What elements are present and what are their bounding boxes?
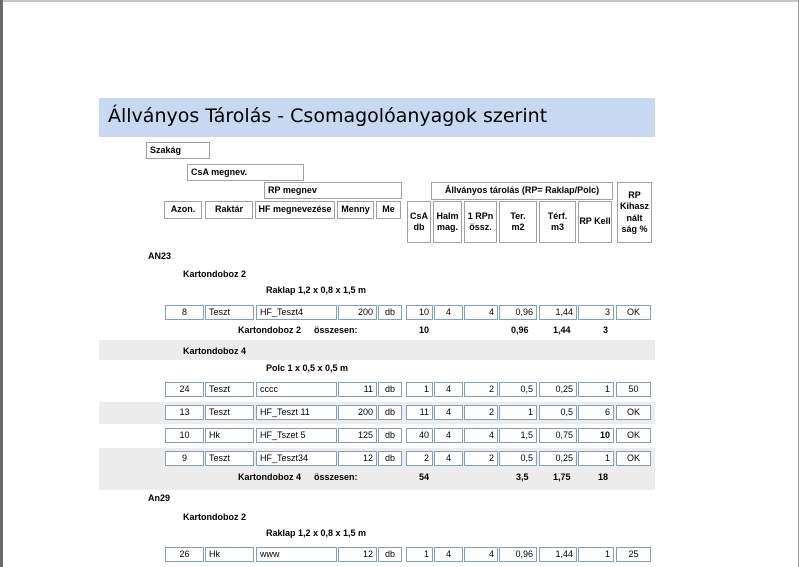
cell-halm: 4 — [434, 451, 463, 466]
page-frame-left — [0, 0, 3, 567]
header-allvanyos-group: Állványos tárolás (RP= Raklap/Polc) — [431, 182, 613, 200]
cell-terf: 0,25 — [539, 382, 577, 397]
rp-label: Raklap 1,2 x 0,8 x 1,5 m — [266, 528, 367, 538]
header-menny: Menny — [337, 201, 374, 219]
cell-csa-db: 40 — [406, 428, 433, 443]
cell-azon: 9 — [165, 451, 204, 466]
page-frame-top — [0, 0, 799, 2]
cell-rp-kell: 6 — [578, 405, 614, 420]
cell-menny: 125 — [338, 428, 377, 443]
cell-rpn: 2 — [464, 451, 498, 466]
cell-kihasz: OK — [616, 428, 651, 443]
rp-label: Polc 1 x 0,5 x 0,5 m — [266, 363, 349, 373]
cell-terf: 1,44 — [539, 547, 577, 562]
total-rp-kell: 3 — [603, 325, 609, 335]
total-ter: 3,5 — [516, 472, 529, 482]
cell-terf: 1,44 — [539, 305, 577, 320]
cell-raktar: Teszt — [205, 405, 254, 420]
cell-me: db — [378, 305, 402, 320]
cell-menny: 12 — [338, 451, 377, 466]
cell-hf: HF_Tszet 5 — [256, 428, 337, 443]
szakag-label: AN23 — [148, 251, 172, 261]
cell-rpn: 4 — [464, 547, 498, 562]
rp-label: Raklap 1,2 x 0,8 x 1,5 m — [266, 285, 367, 295]
csa-label: Kartondoboz 2 — [183, 269, 246, 279]
total-terf: 1,75 — [553, 472, 571, 482]
cell-me: db — [378, 405, 402, 420]
cell-menny: 12 — [338, 547, 377, 562]
cell-terf: 0,75 — [539, 428, 577, 443]
header-szakag: Szakág — [146, 142, 210, 159]
cell-halm: 4 — [434, 428, 463, 443]
total-csa-db: 54 — [419, 472, 430, 482]
cell-csa-db: 1 — [406, 547, 433, 562]
cell-me: db — [378, 428, 402, 443]
total-label: Kartondoboz 2 — [238, 325, 301, 335]
cell-me: db — [378, 547, 402, 562]
szakag-label: An29 — [148, 493, 171, 503]
cell-azon: 24 — [165, 382, 204, 397]
cell-hf: www — [256, 547, 337, 562]
cell-ter: 0,5 — [499, 451, 537, 466]
cell-terf: 0,5 — [539, 405, 577, 420]
cell-csa-db: 1 — [406, 382, 433, 397]
csa-label: Kartondoboz 2 — [183, 512, 246, 522]
header-rpn-ossz: 1 RPn össz. — [464, 201, 497, 243]
cell-ter: 1 — [499, 405, 537, 420]
cell-ter: 0,96 — [499, 305, 537, 320]
cell-rpn: 4 — [464, 305, 498, 320]
header-azon: Azon. — [164, 201, 202, 219]
cell-ter: 0,5 — [499, 382, 537, 397]
cell-kihasz: 25 — [616, 547, 651, 562]
cell-ter: 0,96 — [499, 547, 537, 562]
header-me: Me — [376, 201, 401, 219]
cell-rpn: 4 — [464, 428, 498, 443]
cell-rp-kell: 3 — [578, 305, 614, 320]
cell-halm: 4 — [434, 305, 463, 320]
header-csa-megnev: CsA megnev. — [187, 164, 304, 181]
report-title-bar — [99, 98, 655, 137]
cell-azon: 26 — [165, 547, 204, 562]
cell-rp-kell: 1 — [578, 382, 614, 397]
cell-halm: 4 — [434, 547, 463, 562]
cell-azon: 13 — [165, 405, 204, 420]
cell-me: db — [378, 382, 402, 397]
cell-azon: 8 — [165, 305, 204, 320]
header-raktar: Raktár — [205, 201, 253, 219]
cell-azon: 10 — [165, 428, 204, 443]
cell-menny: 11 — [338, 382, 377, 397]
cell-rp-kell: 10 — [578, 428, 614, 443]
cell-me: db — [378, 451, 402, 466]
header-halm-mag: Halm mag. — [433, 201, 462, 243]
cell-raktar: Teszt — [205, 305, 254, 320]
cell-raktar: Hk — [205, 547, 254, 562]
cell-hf: HF_Teszt34 — [256, 451, 337, 466]
cell-halm: 4 — [434, 405, 463, 420]
cell-rp-kell: 1 — [578, 451, 614, 466]
header-terf-m3: Térf. m3 — [539, 201, 576, 243]
cell-terf: 0,25 — [539, 451, 577, 466]
cell-csa-db: 10 — [406, 305, 433, 320]
cell-ter: 1,5 — [499, 428, 537, 443]
cell-menny: 200 — [338, 305, 377, 320]
cell-hf: HF_Teszt4 — [256, 305, 337, 320]
cell-halm: 4 — [434, 382, 463, 397]
cell-rpn: 2 — [464, 405, 498, 420]
total-suffix: összesen: — [314, 325, 358, 335]
cell-rpn: 2 — [464, 382, 498, 397]
total-terf: 1,44 — [553, 325, 571, 335]
cell-hf: cccc — [256, 382, 337, 397]
header-ter-m2: Ter. m2 — [499, 201, 537, 243]
cell-kihasz: OK — [616, 305, 651, 320]
cell-kihasz: OK — [616, 451, 651, 466]
header-hf-megnevezese: HF megnevezése — [255, 201, 335, 219]
report-title: Állványos Tárolás - Csomagolóanyagok szerint — [108, 105, 548, 127]
total-label: Kartondoboz 4 — [238, 472, 301, 482]
cell-raktar: Teszt — [205, 382, 254, 397]
cell-csa-db: 11 — [406, 405, 433, 420]
cell-raktar: Teszt — [205, 451, 254, 466]
header-rp-kell: RP Kell — [578, 201, 612, 243]
total-csa-db: 10 — [419, 325, 430, 335]
cell-rp-kell: 1 — [578, 547, 614, 562]
header-rp-kihasznaltsag: RP Kihasz nált ság % — [617, 182, 652, 243]
csa-label: Kartondoboz 4 — [183, 346, 246, 356]
cell-kihasz: OK — [616, 405, 651, 420]
cell-hf: HF_Teszt 11 — [256, 405, 337, 420]
header-csa-db: CsA db — [407, 201, 431, 243]
total-rp-kell: 18 — [598, 472, 609, 482]
cell-csa-db: 2 — [406, 451, 433, 466]
total-suffix: összesen: — [314, 472, 358, 482]
header-rp-megnev: RP megnev — [264, 182, 402, 199]
total-ter: 0,96 — [511, 325, 529, 335]
cell-kihasz: 50 — [616, 382, 651, 397]
cell-menny: 200 — [338, 405, 377, 420]
cell-raktar: Hk — [205, 428, 254, 443]
